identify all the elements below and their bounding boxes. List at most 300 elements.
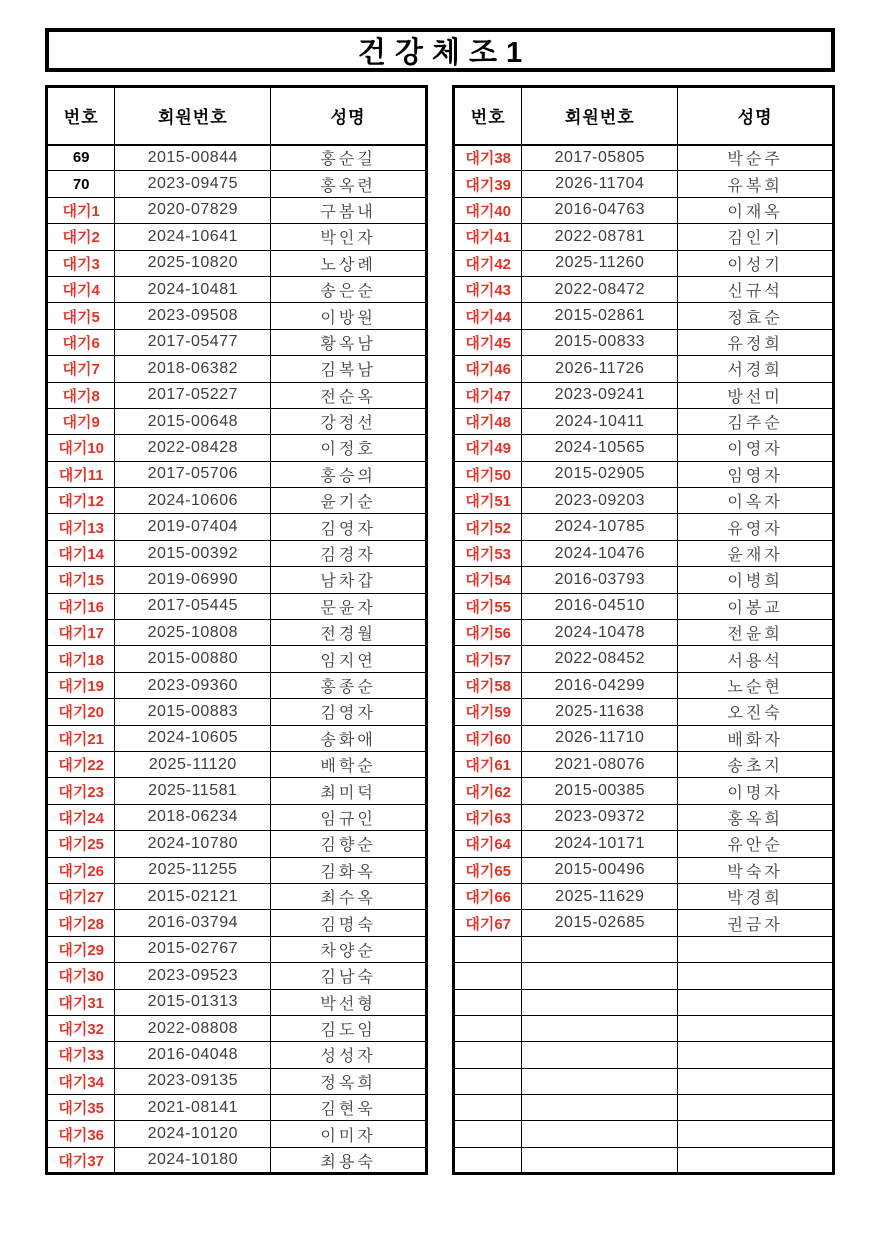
table-row [454,804,834,830]
cell-no: 대기42 [454,250,522,276]
cell-name: 홍종순 [271,672,427,698]
cell-no [454,936,522,962]
table-row [47,699,427,725]
cell-no: 대기19 [47,672,115,698]
cell-name: 최용숙 [271,1147,427,1173]
cell-member-id: 2021-08141 [115,1095,271,1121]
cell-member-id [522,1015,678,1041]
cell-no: 대기55 [454,593,522,619]
cell-member-id: 2016-03793 [522,567,678,593]
cell-name: 오진숙 [678,699,834,725]
cell-no: 대기2 [47,224,115,250]
table-row [47,567,427,593]
table-row [47,593,427,619]
cell-no: 대기17 [47,620,115,646]
cell-no: 대기63 [454,804,522,830]
table-row [47,435,427,461]
cell-name: 정옥희 [271,1068,427,1094]
cell-name: 전경월 [271,620,427,646]
cell-member-id: 2024-10478 [522,620,678,646]
cell-name: 홍옥희 [678,804,834,830]
cell-no: 대기33 [47,1042,115,1068]
cell-name: 송화애 [271,725,427,751]
cell-name: 유복희 [678,171,834,197]
cell-no: 대기44 [454,303,522,329]
cell-no: 대기66 [454,883,522,909]
cell-name: 박숙자 [678,857,834,883]
cell-member-id: 2017-05805 [522,145,678,171]
cell-member-id: 2022-08472 [522,276,678,302]
cell-no: 대기3 [47,250,115,276]
cell-no: 대기60 [454,725,522,751]
cell-name: 윤기순 [271,488,427,514]
table-row [454,831,834,857]
cell-name: 성성자 [271,1042,427,1068]
cell-name [678,1121,834,1147]
cell-name: 서용석 [678,646,834,672]
cell-no [454,989,522,1015]
cell-member-id: 2022-08428 [115,435,271,461]
cell-no: 대기48 [454,408,522,434]
table-row [47,171,427,197]
cell-no: 대기9 [47,408,115,434]
cell-member-id: 2016-04299 [522,672,678,698]
cell-name: 박인자 [271,224,427,250]
cell-member-id: 2024-10476 [522,540,678,566]
table-row [47,646,427,672]
cell-no: 대기5 [47,303,115,329]
cell-member-id [522,1121,678,1147]
cell-name: 구봄내 [271,197,427,223]
cell-member-id: 2015-00833 [522,329,678,355]
cell-name: 권금자 [678,910,834,936]
cell-member-id: 2015-02861 [522,303,678,329]
cell-no: 대기39 [454,171,522,197]
cell-no: 대기22 [47,751,115,777]
cell-no: 대기51 [454,488,522,514]
table-row [47,910,427,936]
cell-no: 대기4 [47,276,115,302]
cell-name: 임지연 [271,646,427,672]
cell-member-id: 2022-08808 [115,1015,271,1041]
cell-name: 최수옥 [271,883,427,909]
cell-member-id [522,1042,678,1068]
cell-no: 대기54 [454,567,522,593]
cell-name [678,1095,834,1121]
table-row [47,1121,427,1147]
table-row [47,804,427,830]
cell-name: 이재옥 [678,197,834,223]
cell-member-id: 2023-09241 [522,382,678,408]
cell-name: 정효순 [678,303,834,329]
table-row [454,276,834,302]
cell-name: 이옥자 [678,488,834,514]
cell-member-id: 2024-10120 [115,1121,271,1147]
cell-no: 대기8 [47,382,115,408]
cell-member-id [522,1147,678,1173]
cell-name [678,1147,834,1173]
cell-name: 신규석 [678,276,834,302]
cell-no: 대기25 [47,831,115,857]
cell-name: 김경자 [271,540,427,566]
cell-name: 임영자 [678,461,834,487]
table-row [454,593,834,619]
cell-no: 대기38 [454,145,522,171]
cell-name: 전윤희 [678,620,834,646]
cell-member-id: 2023-09523 [115,963,271,989]
cell-member-id: 2026-11726 [522,356,678,382]
table-row [454,408,834,434]
cell-no: 대기11 [47,461,115,487]
cell-no: 대기29 [47,936,115,962]
cell-name [678,936,834,962]
cell-member-id: 2017-05477 [115,329,271,355]
cell-member-id: 2024-10780 [115,831,271,857]
cell-name: 김명숙 [271,910,427,936]
cell-name: 문윤자 [271,593,427,619]
cell-name: 김영자 [271,514,427,540]
cell-no [454,1147,522,1173]
cell-member-id: 2015-00844 [115,145,271,171]
cell-name: 배화자 [678,725,834,751]
table-row [454,883,834,909]
cell-name: 유안순 [678,831,834,857]
cell-no: 대기50 [454,461,522,487]
table-row [454,303,834,329]
cell-name: 송은순 [271,276,427,302]
cell-no: 대기18 [47,646,115,672]
cell-member-id: 2016-04510 [522,593,678,619]
cell-no: 대기23 [47,778,115,804]
cell-name: 배학순 [271,751,427,777]
table-row [454,488,834,514]
table-row [454,699,834,725]
cell-name: 홍옥련 [271,171,427,197]
cell-name: 송초지 [678,751,834,777]
table-row [454,356,834,382]
cell-member-id [522,989,678,1015]
cell-name: 박경희 [678,883,834,909]
cell-name [678,1015,834,1041]
cell-no: 대기20 [47,699,115,725]
cell-member-id [522,1068,678,1094]
cell-no: 대기27 [47,883,115,909]
cell-name: 노상례 [271,250,427,276]
cell-name: 김도임 [271,1015,427,1041]
cell-no: 69 [47,145,115,171]
cell-name: 김현욱 [271,1095,427,1121]
table-row [454,1068,834,1094]
cell-member-id: 2015-00880 [115,646,271,672]
cell-name [678,1068,834,1094]
cell-member-id: 2017-05445 [115,593,271,619]
cell-name: 이봉교 [678,593,834,619]
cell-name: 김복남 [271,356,427,382]
table-row [454,145,834,171]
cell-name: 노순현 [678,672,834,698]
table-row [47,672,427,698]
cell-name: 이명자 [678,778,834,804]
cell-member-id [522,1095,678,1121]
column-header-member-id: 회원번호 [522,87,678,145]
cell-member-id: 2017-05706 [115,461,271,487]
cell-no: 대기30 [47,963,115,989]
cell-member-id [522,963,678,989]
table-row [47,461,427,487]
cell-name: 이병희 [678,567,834,593]
cell-name: 이미자 [271,1121,427,1147]
table-row [454,1015,834,1041]
cell-no: 대기24 [47,804,115,830]
table-row [454,329,834,355]
cell-member-id: 2023-09372 [522,804,678,830]
header-row [47,87,427,145]
cell-member-id: 2024-10411 [522,408,678,434]
cell-name: 이방원 [271,303,427,329]
cell-name: 김영자 [271,699,427,725]
cell-no: 대기14 [47,540,115,566]
cell-member-id: 2015-00496 [522,857,678,883]
table-row [47,620,427,646]
table-row [454,751,834,777]
cell-no: 대기61 [454,751,522,777]
table-row [47,751,427,777]
cell-member-id: 2020-07829 [115,197,271,223]
table-row [47,725,427,751]
table-row [47,1015,427,1041]
table-row [454,672,834,698]
cell-name: 최미덕 [271,778,427,804]
cell-no: 대기7 [47,356,115,382]
cell-member-id: 2024-10565 [522,435,678,461]
cell-no: 대기26 [47,857,115,883]
table-row [47,857,427,883]
cell-member-id: 2022-08781 [522,224,678,250]
cell-name: 김주순 [678,408,834,434]
cell-member-id: 2026-11710 [522,725,678,751]
cell-no: 대기35 [47,1095,115,1121]
roster-table-left [45,85,428,1175]
table-row [454,461,834,487]
table-row [47,831,427,857]
cell-no [454,963,522,989]
cell-member-id: 2015-02905 [522,461,678,487]
cell-member-id: 2021-08076 [522,751,678,777]
table-row [454,963,834,989]
table-row [454,989,834,1015]
cell-name: 박선형 [271,989,427,1015]
cell-name: 황옥남 [271,329,427,355]
cell-no: 대기32 [47,1015,115,1041]
cell-name [678,989,834,1015]
cell-member-id: 2015-00648 [115,408,271,434]
cell-no: 대기43 [454,276,522,302]
cell-name: 김향순 [271,831,427,857]
table-row [47,540,427,566]
cell-no: 대기16 [47,593,115,619]
table-row [454,540,834,566]
table-row [454,382,834,408]
cell-member-id: 2025-11629 [522,883,678,909]
cell-no: 대기34 [47,1068,115,1094]
table-row [47,224,427,250]
cell-no: 대기49 [454,435,522,461]
cell-member-id: 2024-10641 [115,224,271,250]
header-row [454,87,834,145]
cell-name [678,963,834,989]
table-row [47,1147,427,1173]
table-row [454,1121,834,1147]
cell-no: 대기13 [47,514,115,540]
cell-no: 대기10 [47,435,115,461]
cell-name: 강정선 [271,408,427,434]
cell-name: 차양순 [271,936,427,962]
cell-member-id: 2022-08452 [522,646,678,672]
cell-no: 대기15 [47,567,115,593]
cell-no [454,1068,522,1094]
cell-no: 대기36 [47,1121,115,1147]
cell-member-id: 2026-11704 [522,171,678,197]
cell-member-id: 2015-00883 [115,699,271,725]
cell-member-id: 2018-06234 [115,804,271,830]
cell-name [678,1042,834,1068]
cell-member-id: 2023-09475 [115,171,271,197]
cell-no: 대기21 [47,725,115,751]
cell-name: 이정호 [271,435,427,461]
cell-no: 대기47 [454,382,522,408]
table-row [454,1042,834,1068]
cell-member-id: 2023-09135 [115,1068,271,1094]
table-row [454,778,834,804]
column-header-no: 번호 [454,87,522,145]
cell-no: 대기1 [47,197,115,223]
cell-member-id: 2015-02685 [522,910,678,936]
cell-member-id: 2018-06382 [115,356,271,382]
cell-name: 홍승의 [271,461,427,487]
table-row [454,857,834,883]
cell-no: 대기40 [454,197,522,223]
cell-member-id: 2025-11120 [115,751,271,777]
cell-no: 대기57 [454,646,522,672]
cell-member-id: 2024-10481 [115,276,271,302]
table-row [47,356,427,382]
tables-container [45,85,835,1175]
cell-name: 김화옥 [271,857,427,883]
cell-no: 대기56 [454,620,522,646]
table-row [454,224,834,250]
cell-no [454,1095,522,1121]
cell-member-id: 2019-06990 [115,567,271,593]
cell-member-id: 2016-03794 [115,910,271,936]
cell-member-id: 2023-09203 [522,488,678,514]
table-row [47,488,427,514]
table-row [454,197,834,223]
cell-member-id: 2024-10605 [115,725,271,751]
table-row [454,936,834,962]
table-row [47,936,427,962]
cell-no: 대기41 [454,224,522,250]
cell-member-id: 2024-10180 [115,1147,271,1173]
table-row [454,171,834,197]
cell-name: 이성기 [678,250,834,276]
cell-name: 서경희 [678,356,834,382]
cell-member-id: 2023-09360 [115,672,271,698]
table-row [47,1042,427,1068]
cell-name: 박순주 [678,145,834,171]
table-row [47,989,427,1015]
cell-name: 이영자 [678,435,834,461]
cell-name: 임규인 [271,804,427,830]
table-row [47,303,427,329]
cell-member-id: 2015-02121 [115,883,271,909]
cell-member-id: 2017-05227 [115,382,271,408]
cell-no: 대기31 [47,989,115,1015]
table-row [47,329,427,355]
cell-no: 대기65 [454,857,522,883]
table-row [454,646,834,672]
cell-no: 대기58 [454,672,522,698]
cell-no [454,1121,522,1147]
table-row [47,408,427,434]
table-row [47,250,427,276]
cell-no: 대기67 [454,910,522,936]
table-row [454,250,834,276]
table-row [454,910,834,936]
table-row [47,276,427,302]
cell-member-id: 2016-04763 [522,197,678,223]
table-row [454,725,834,751]
cell-no: 대기62 [454,778,522,804]
cell-member-id: 2015-00392 [115,540,271,566]
cell-member-id: 2015-00385 [522,778,678,804]
column-header-name: 성명 [271,87,427,145]
cell-name: 남차갑 [271,567,427,593]
cell-no [454,1042,522,1068]
column-header-name: 성명 [678,87,834,145]
cell-no: 대기37 [47,1147,115,1173]
cell-name: 유영자 [678,514,834,540]
cell-name: 김인기 [678,224,834,250]
table-row [454,514,834,540]
table-row [454,567,834,593]
cell-member-id: 2024-10606 [115,488,271,514]
cell-member-id: 2016-04048 [115,1042,271,1068]
table-row [47,1068,427,1094]
table-row [47,778,427,804]
cell-member-id [522,936,678,962]
table-row [47,1095,427,1121]
cell-name: 윤재자 [678,540,834,566]
cell-name: 유정희 [678,329,834,355]
cell-no: 70 [47,171,115,197]
table-row [47,382,427,408]
cell-no: 대기52 [454,514,522,540]
cell-member-id: 2025-11255 [115,857,271,883]
table-row [47,145,427,171]
cell-member-id: 2025-10808 [115,620,271,646]
cell-name: 전순옥 [271,382,427,408]
table-row [47,963,427,989]
cell-no: 대기28 [47,910,115,936]
cell-name: 김남숙 [271,963,427,989]
cell-member-id: 2015-01313 [115,989,271,1015]
cell-no: 대기64 [454,831,522,857]
cell-member-id: 2019-07404 [115,514,271,540]
cell-no: 대기45 [454,329,522,355]
cell-no: 대기46 [454,356,522,382]
cell-member-id: 2023-09508 [115,303,271,329]
cell-member-id: 2024-10785 [522,514,678,540]
